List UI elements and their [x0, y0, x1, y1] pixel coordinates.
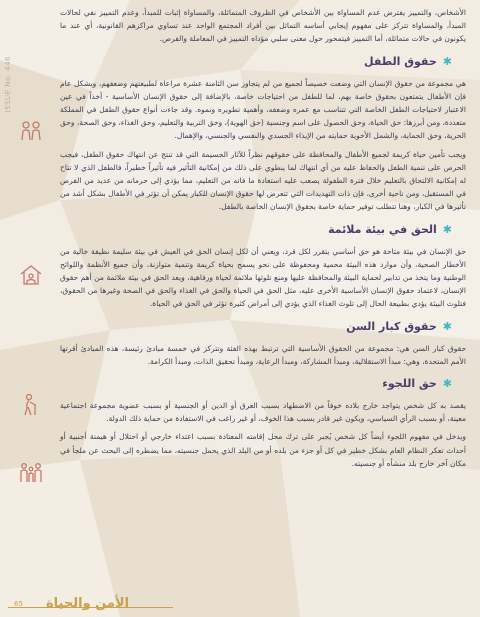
magazine-title: الأمن والحياة — [46, 596, 130, 611]
section-paragraph: يقصد به كل شخص يتواجد خارج بلاده خوفاً من الاضطهاد بسبب العرق أو الدين أو الجنسية أو بسبب عضوية مجموعة اجتماعية معينة، أو بسبب الرأي السياسي، ويكون غير قادر بسبب هذا الخوف، أو غير راغب في الاستفادة من حماية ذلك الدولة. — [60, 401, 466, 424]
section-paragraph: ويجب تأمين حياة كريمة لجميع الأطفال والمحافظة على حقوقهم نظراً للآثار الجسيمة التي قد تنتج عن انتهاك حقوق الطفل، فيجب الحرص على تنمية الطفل والحفاظ عليه من أي انتهاك لما ينطوي على ذلك من إمكانية التأثير فيه تأثيراً خطيراً، فالطفل الذي لا تتاح له إمكانية الالتحاق بالتعليم خلال فترة الطفولة يصعب عليه استعادة ما فاته من التعليم، مما يؤدي إلى حرمانه من عديد من الفرص في المستقبل، ومن ناحية أخرى، فإن ذات التهديدات التي تتعرض لها حقوق الإنسان للكبار يمكن أن تؤثر في الأطفال بشكل أشد من تأثيرها في الكبار، وهنا تتطلب توفير حماية خاصة بحقوق الإنسان الخاصة بالطفل. — [60, 149, 466, 212]
house-icon — [18, 262, 44, 288]
section-paragraph: ويدخل في مفهوم اللجوء أيضاً كل شخص يُجبر على ترك محل إقامته المعتادة بسبب اعتداء خارجي أو احتلال أو هيمنة أجنبية أو أحداث تعكر النظام العام بشكل خطير في كل أو جزء من بلده أو من البلد الذي يحمل جنسيته، مما يضطره إلى البحث عن ملجأ في مكان آخر خارج بلد منشأه أو جنسيته. — [60, 432, 466, 468]
children-icon — [18, 118, 44, 144]
section-paragraph: حقوق كبار السن هي: مجموعة من الحقوق الأساسية التي ترتبط بهذه الفئة وتتركز في خمسة مبادئ رئيسة، هذه المبادئ أقرتها الأمم المتحدة، وهي: مبدأ الاستقلالية، ومبدأ المشاركة، ومبدأ الرعاية، ومبدأ تحقيق الذات، ومبدأ الكرامة. — [60, 343, 466, 366]
section-heading-elderly-rights: ✱حقوق كبار السن — [346, 319, 452, 333]
star-icon: ✱ — [442, 377, 452, 391]
star-icon: ✱ — [442, 54, 452, 68]
section-paragraph: هي مجموعة من حقوق الإنسان التي وضعت خصيصاً لجميع من لم يتجاوز سن الثامنة عشرة مراعاة لطبيعتهم وضعفهم، وبشكل عام فإن الأطفال يتمتعون بحقوق خاصة بهم، لما للطفل من احتياجات خاصة، بالإضافة إلى حقوق الإنسان الأساسية - أخذاً في عين الاعتبار لاحتياجات الطفل الخاصة التي تتناسب مع عمره وضعفه، وأهمية تطويره ونموه. وقد جاءت أنواع حقوق الطفل في المملكة متعددة، ومن أبرزها: حق الحياة، وحق الحصول على اسم وجنسية (حق الهوية)، وحق التربية والتعليم، وحق الغذاء، وحق الصحة، وحق الحرية، وحق الحماية، والشمل الأخوية حمايته من الإيذاء الجسدي والنفسي والجنسي، والإهمال. — [60, 78, 466, 141]
intro-paragraph: الأشخاص، والتمييز يفترض عدم المساواة بين الأشخاص في الظروف المتماثلة، والمساواة إثبات للمبدأ، وعدم التمييز نفي لحالات المبدأ، والمساواة تتركز على مفهوم إيجابي أساسه التماثل بين أفراد المجتمع الواحد عند تساوي مراكزهم القانونية، أي عند ما يكونون في حالات متماثلة، أما التمييز فيتمحور حول معنى سلبي مؤداه التمييز في المعاملة والفرص. — [60, 8, 466, 44]
section-paragraph: حق الإنسان في بيئة متاحة هو حق أساسي يتقرر لكل فرد، ويعني أن لكل إنسان الحق في العيش في بيئة سليمة نظيفة خالية من الأخطار الصحية، وأن موارد هذه البيئة محمية ومحفوظة على نحو يسمح بحياة كريمة وتنمية متوازنة، وأن جميع الأنظمة واللوائح الوطنية وما يتخذ من تدابير لحماية البيئة والمحافظة عليها ومنع تلوثها ملائمة لحياة ورفاهية، ويعد الحق في بيئة ملائمة من أهم حقوق الإنسان، لاعتماد حقوق الإنسان الأساسية الأخرى عليه، مثل الحق في الحياة والحق في الغذاء والحق في الصحة وغيرها من الحقوق، فتلوث البيئة يؤدي بطبيعة الحال إلى تلوث الغذاء الذي يؤدي إلى أمراض كثيرة تؤثر في الحق في الحياة. — [60, 246, 466, 309]
elderly-icon — [18, 392, 44, 418]
star-icon: ✱ — [442, 319, 452, 333]
issue-number-label: ISSUE No. 446 — [4, 56, 12, 113]
section-heading-environment-right: ✱الحق في بيئة ملائمة — [328, 222, 452, 236]
star-icon: ✱ — [442, 222, 452, 236]
family-icon — [18, 460, 44, 486]
section-heading-child-rights: ✱حقوق الطفل — [364, 54, 452, 68]
article-body — [60, 6, 466, 475]
section-heading-asylum-right: ✱حق اللجوء — [382, 377, 452, 391]
page-number: 65 — [14, 600, 23, 608]
page-footer — [0, 595, 480, 617]
